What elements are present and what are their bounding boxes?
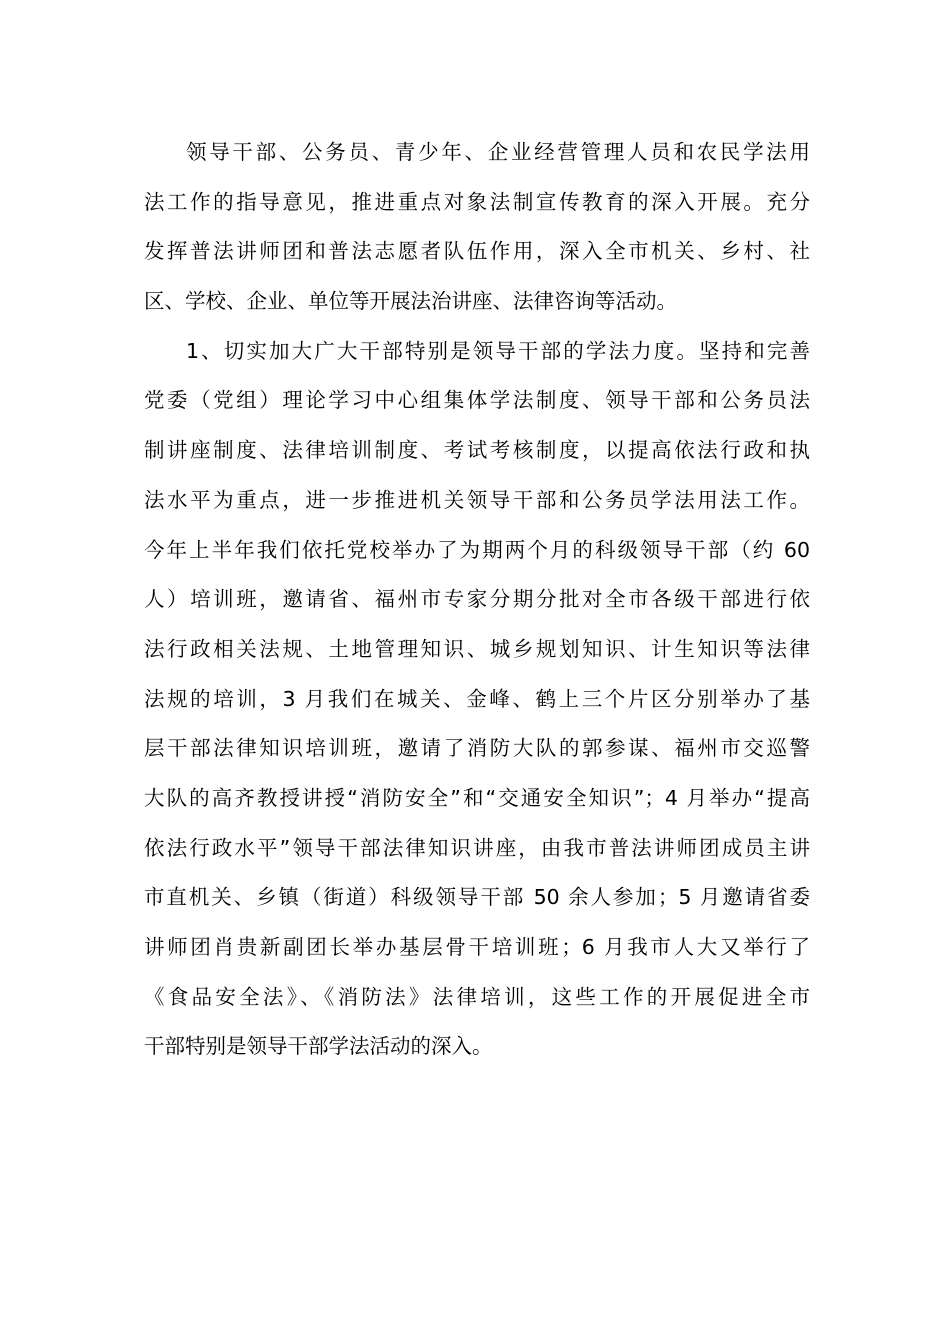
paragraph-line: 制讲座制度、法律培训制度、考试考核制度，以提高依法行政和执 [144, 438, 810, 463]
paragraph-line: 法工作的指导意见，推进重点对象法制宣传教育的深入开展。充分 [144, 189, 810, 214]
paragraph-line: 法行政相关法规、土地管理知识、城乡规划知识、计生知识等法律 [144, 636, 810, 661]
paragraph-line: 今年上半年我们依托党校举办了为期两个月的科级领导干部（约 60 [144, 537, 810, 562]
paragraph-line: 党委（党组）理论学习中心组集体学法制度、领导干部和公务员法 [144, 388, 810, 413]
paragraph-line: 发挥普法讲师团和普法志愿者队伍作用，深入全市机关、乡村、社 [144, 239, 810, 264]
paragraph-line: 法规的培训，3 月我们在城关、金峰、鹤上三个片区分别举办了基 [144, 686, 810, 711]
paragraph-line: 人）培训班，邀请省、福州市专家分期分批对全市各级干部进行依 [144, 587, 810, 612]
paragraph-line: 《食品安全法》、《消防法》法律培训，这些工作的开展促进全市 [144, 984, 810, 1009]
paragraph-line: 讲师团肖贵新副团长举办基层骨干培训班；6 月我市人大又举行了 [144, 935, 810, 959]
paragraph-line: 市直机关、乡镇（街道）科级领导干部 50 余人参加；5 月邀请省委 [144, 885, 810, 910]
document-body [144, 128, 810, 1072]
paragraph-line: 区、学校、企业、单位等开展法治讲座、法律咨询等活动。 [144, 289, 677, 314]
paragraph-2 [144, 327, 810, 1072]
paragraph-line: 1、切实加大广大干部特别是领导干部的学法力度。坚持和完善 [186, 338, 810, 363]
paragraph-line: 领导干部、公务员、青少年、企业经营管理人员和农民学法用 [186, 140, 810, 164]
paragraph-line: 法水平为重点，进一步推进机关领导干部和公务员学法用法工作。 [144, 487, 810, 512]
paragraph-line: 大队的高齐教授讲授“消防安全”和“交通安全知识”；4 月举办“提高 [144, 785, 810, 810]
paragraph-1 [144, 128, 810, 327]
paragraph-line: 干部特别是领导干部学法活动的深入。 [144, 1034, 493, 1059]
paragraph-line: 层干部法律知识培训班，邀请了消防大队的郭参谋、福州市交巡警 [144, 736, 810, 761]
paragraph-line: 依法行政水平”领导干部法律知识讲座，由我市普法讲师团成员主讲 [144, 835, 810, 860]
